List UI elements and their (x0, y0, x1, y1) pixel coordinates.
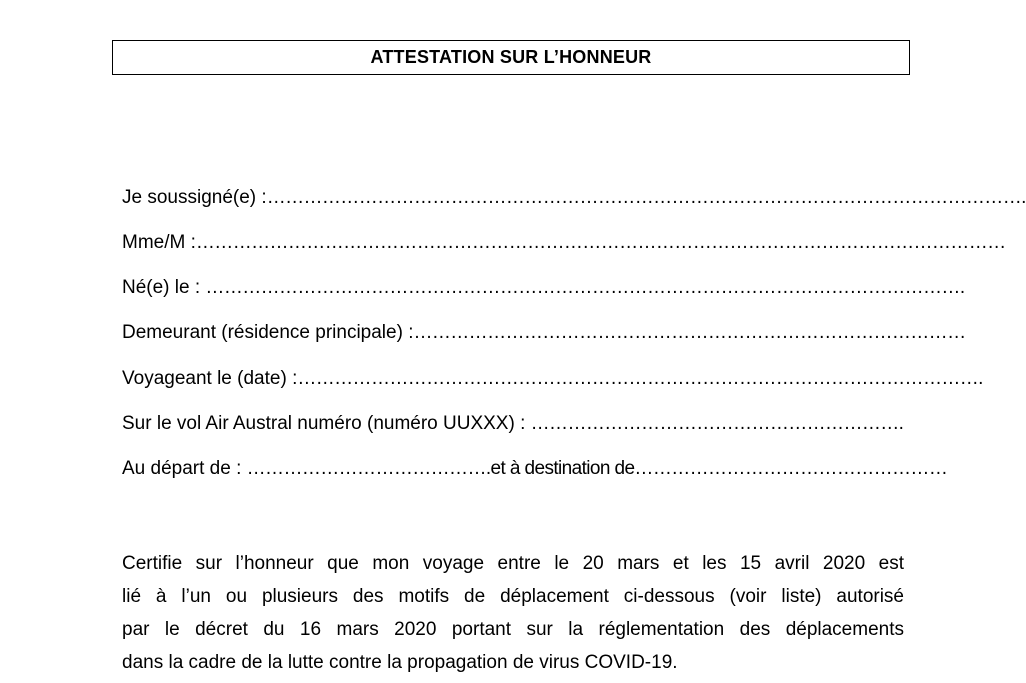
field-numero-vol (122, 412, 902, 436)
field-soussigne (122, 186, 1026, 210)
field-label: Je soussigné(e) : (122, 187, 267, 208)
field-civilite (122, 231, 1006, 255)
field-fill-line: ……………………………………………………………………………………………………………. (266, 187, 1026, 208)
field-label: Né(e) le : (122, 277, 206, 298)
document-title: ATTESTATION SUR L’HONNEUR (370, 47, 652, 67)
field-label: Au départ de : (122, 458, 247, 479)
field-date-naissance (122, 276, 965, 300)
paragraph-line: dans la cadre de la lutte contre la propagation de virus COVID-19. (122, 652, 678, 673)
field-label: Demeurant (résidence principale) : (122, 322, 414, 343)
certification-paragraph (122, 547, 904, 679)
field-fill-line: …………………………………………………………………………………………………………………… (195, 232, 1006, 253)
paragraph-line: par le décret du 16 mars 2020 portant sur la réglementation des déplacements (122, 619, 904, 640)
field-label: Mme/M : (122, 232, 196, 253)
paragraph-line: lié à l’un ou plusieurs des motifs de déplacement ci-dessous (voir liste) autorisé (122, 586, 904, 607)
field-fill-line: ……………………………………………………. (530, 413, 904, 434)
field-label: Sur le vol Air Austral numéro (numéro UUXXX) : (122, 413, 531, 434)
field-fill-line: ………………………………….et à destination de…………………………………………… (246, 458, 948, 479)
field-fill-line: ……………………………………………………………………………… (413, 322, 966, 343)
field-fill-line: …………………………………………………………………………………………………. (297, 368, 983, 389)
field-fill-line: ……………………………………………………………………………………………………………. (205, 277, 965, 298)
field-date-voyage (122, 367, 983, 391)
paragraph-line: Certifie sur l’honneur que mon voyage entre le 20 mars et les 15 avril 2020 est (122, 553, 904, 574)
field-label: Voyageant le (date) : (122, 368, 298, 389)
field-residence (122, 321, 966, 345)
field-depart-destination (122, 457, 948, 481)
title-box (112, 40, 910, 75)
